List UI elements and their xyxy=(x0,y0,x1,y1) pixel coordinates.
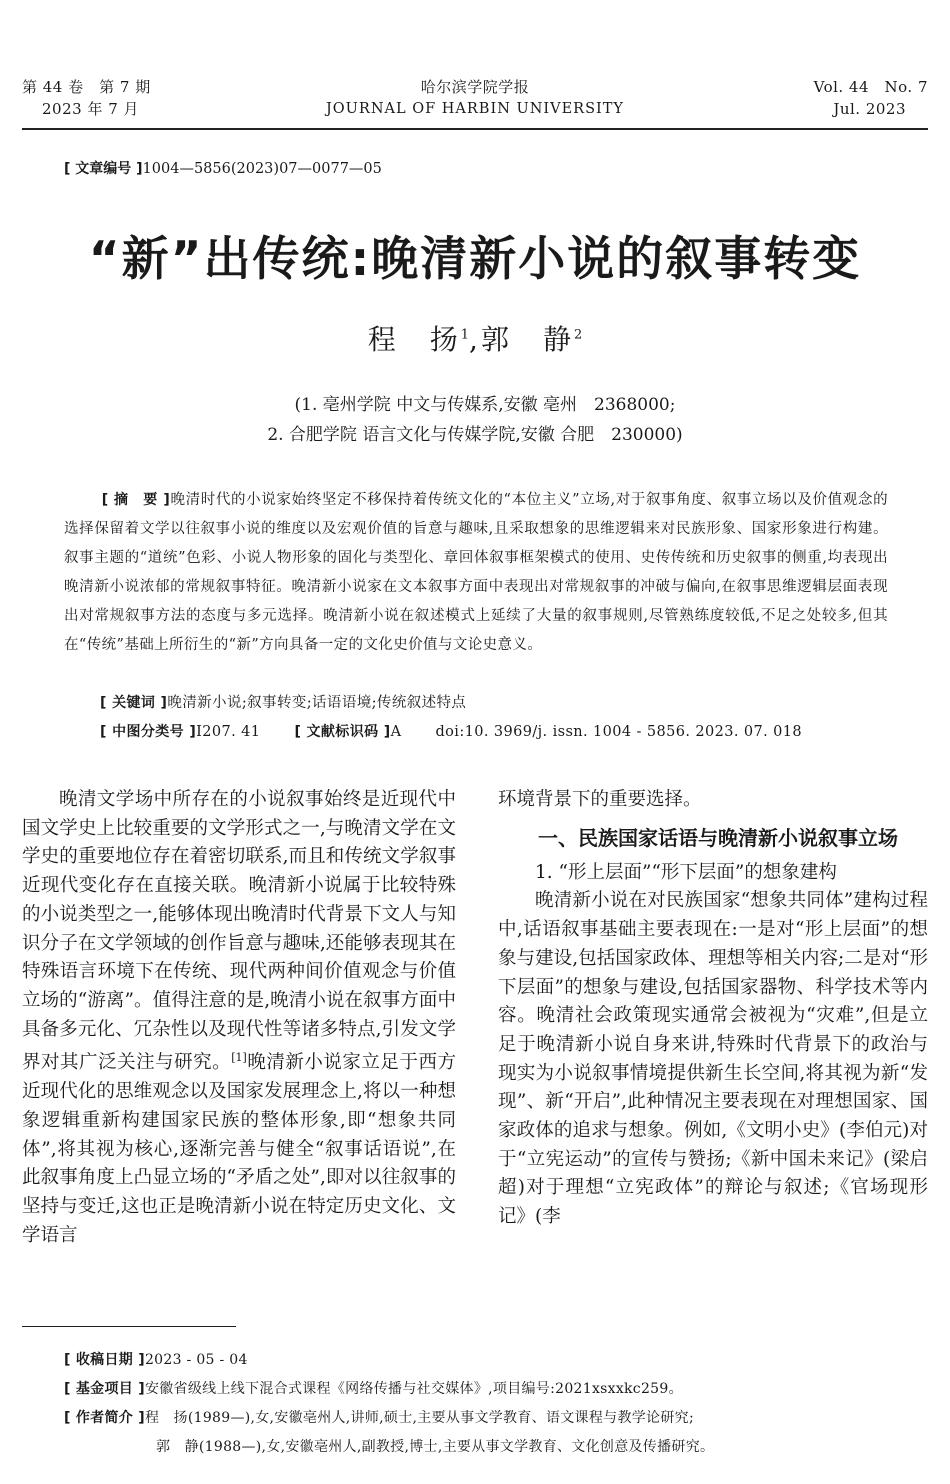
body-paragraph-continued: 环境背景下的重要选择。 xyxy=(498,789,702,810)
header-vol-no: Vol. 44 No. 7 xyxy=(813,78,928,96)
footnote-author-2: 郭 静(1988—),女,安徽亳州人,副教授,博士,主要从事文学教育、文化创意及传播研究。 xyxy=(156,1439,715,1455)
doc-code-label: [ 文献标识码 ] xyxy=(294,724,391,740)
fund-value: 安徽省级线上线下混合式课程《网络传播与社交媒体》,项目编号:2021xsxxkc259。 xyxy=(144,1381,683,1397)
author-affil-1: 1 xyxy=(460,327,470,343)
body-right-column xyxy=(498,786,928,1232)
footnote-author-1 xyxy=(64,1404,694,1433)
received-label: [ 收稿日期 ] xyxy=(64,1352,145,1368)
section-heading-1: 一、民族国家话语与晚清新小说叙事立场 xyxy=(538,825,898,850)
body-paragraph-1-part-b: 晚清新小说家立足于西方近现代化的思维观念以及国家发展理念上,将以一种想象逻辑重新构建国家民族的整体形象,即“想象共同体”,将其视为核心,逐渐完善与健全“叙事话语说”,在此叙事角度上凸显立场的“矛盾之处”,即对以往叙事的坚持与变迁,这也正是晚清新小说在特定历史文化、文学语言 xyxy=(22,1052,456,1246)
keywords xyxy=(100,689,466,718)
clc-label: [ 中图分类号 ] xyxy=(100,724,197,740)
footnote-received xyxy=(64,1346,248,1375)
footnote-rule xyxy=(22,1326,236,1327)
keywords-text: 晚清新小说;叙事转变;话语语境;传统叙述特点 xyxy=(167,695,467,711)
body-paragraph-1 xyxy=(22,786,456,1250)
classification-line xyxy=(100,718,802,747)
abstract-text: 晚清时代的小说家始终坚定不移保持着传统文化的“本位主义”立场,对于叙事角度、叙事立场以及价值观念的选择保留着文学以往叙事小说的维度以及宏观价值的旨意与趣味,且采取想象的思维逻辑来对民族形象、国家形象进行构建。叙事主题的“道统”色彩、小说人物形象的固化与类型化、章回体叙事框架模式的使用、史传传统和历史叙事的侧重,均表现出晚清新小说浓郁的常规叙事特征。晚清新小说家在文本叙事方面中表现出对常规叙事的冲破与偏向,在叙事思维逻辑层面表现出对常规叙事方法的态度与多元选择。晚清新小说在叙述模式上延续了大量的叙事规则,尽管熟练度较低,不足之处较多,但其在“传统”基础上所衍生的“新”方向具备一定的文化史价值与文论史意义。 xyxy=(64,492,888,653)
footnote-fund xyxy=(64,1375,683,1404)
author-name-2: 郭 静 xyxy=(480,323,574,356)
affiliation-2: 2. 合肥学院 语言文化与传媒学院,安徽 合肥 230000) xyxy=(267,425,683,445)
author-bio-label: [ 作者简介 ] xyxy=(64,1410,145,1426)
received-value: 2023 - 05 - 04 xyxy=(144,1352,248,1368)
affiliation-1: (1. 亳州学院 中文与传媒系,安徽 亳州 2368000; xyxy=(294,395,676,415)
author-affil-2: 2 xyxy=(573,327,583,343)
abstract-label: [ 摘 要 ] xyxy=(101,492,171,508)
header-rule xyxy=(22,128,928,130)
header-volume-issue: 第 44 卷 第 7 期 xyxy=(22,78,151,96)
abstract xyxy=(64,486,888,660)
keywords-label: [ 关键词 ] xyxy=(100,695,168,711)
doi: doi:10. 3969/j. issn. 1004 - 5856. 2023. 07. 018 xyxy=(435,724,803,740)
affiliations xyxy=(0,390,950,450)
clc-value: I207. 41 xyxy=(196,724,261,740)
citation-ref-1: [1] xyxy=(231,1051,247,1065)
header-journal-cn: 哈尔滨学院学报 xyxy=(420,78,530,96)
article-number-label: [ 文章编号 ] xyxy=(64,161,143,177)
author-line xyxy=(0,318,950,358)
header-date: 2023 年 7 月 xyxy=(42,100,140,118)
doc-code-value: A xyxy=(390,724,402,740)
author-name-1: 程 扬 xyxy=(367,323,461,356)
subsection-heading-1: 1. “形上层面”“形下层面”的想象建构 xyxy=(535,861,837,883)
body-left-column xyxy=(22,786,456,1250)
article-title: “新”出传统:晚清新小说的叙事转变 xyxy=(88,232,862,287)
author-bio-1: 程 扬(1989—),女,安徽亳州人,讲师,硕士,主要从事文学教育、语文课程与教学论研究; xyxy=(144,1410,694,1426)
author-separator: , xyxy=(469,323,481,356)
fund-label: [ 基金项目 ] xyxy=(64,1381,145,1397)
header-month-en: Jul. 2023 xyxy=(833,100,906,118)
article-number xyxy=(64,158,382,178)
body-paragraph-2: 晚清新小说在对民族国家“想象共同体”建构过程中,话语叙事基础主要表现在:一是对“形上层面”的想象与建设,包括国家政体、理想等相关内容;二是对“形下层面”的想象与建设,包括国家器物、科学技术等内容。晚清社会政策现实通常会被视为“灾难”,但是立足于晚清新小说自身来讲,特殊时代背景下的政治与现实为小说叙事情境提供新生长空间,将其视为新“发现”、新“开启”,此种情况主要表现在对理想国家、国家政体的追求与想象。例如,《文明小史》(李伯元)对于“立宪运动”的宣传与赞扬;《新中国未来记》(梁启超)对于理想“立宪政体”的辩论与叙述;《官场现形记》(李 xyxy=(498,890,928,1228)
article-number-value: 1004—5856(2023)07—0077—05 xyxy=(142,161,382,177)
header-journal-en: JOURNAL OF HARBIN UNIVERSITY xyxy=(325,101,625,117)
body-paragraph-1-part-a: 晚清文学场中所存在的小说叙事始终是近现代中国文学史上比较重要的文学形式之一,与晚清文学在文学史的重要地位存在着密切联系,而且和传统文学叙事近现代变化存在直接关联。晚清新小说属于比较特殊的小说类型之一,能够体现出晚清时代背景下文人与知识分子在文学领域的创作旨意与趣味,还能够表现其在特殊语言环境下在传统、现代两种间价值观念与价值立场的“游离”。值得注意的是,晚清小说在叙事方面中具备多元化、冗杂性以及现代性等诸多特点,引发文学界对其广泛关注与研究。 xyxy=(22,789,456,1074)
